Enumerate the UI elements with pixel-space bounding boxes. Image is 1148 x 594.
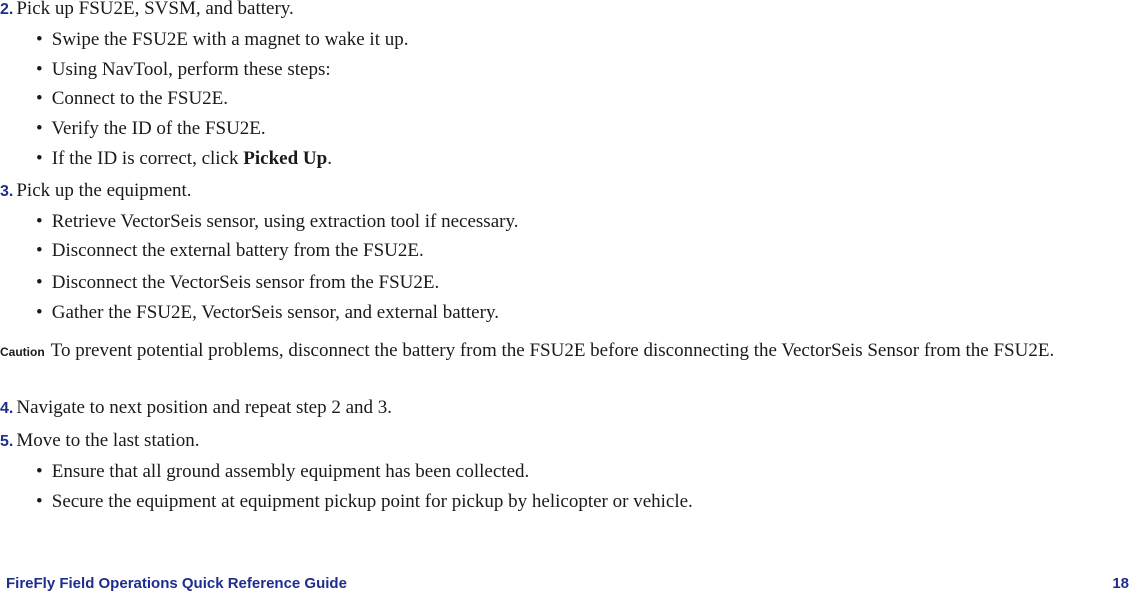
list-item: • Swipe the FSU2E with a magnet to wake it up. (36, 29, 409, 50)
step-text: Pick up the equipment. (16, 180, 192, 201)
step-number: 4. (0, 400, 14, 417)
caution-note (0, 339, 1148, 364)
list-item: • Connect to the FSU2E. (36, 88, 229, 109)
step-text: Navigate to next position and repeat step 2 and 3. (16, 397, 393, 418)
list-item: • Verify the ID of the FSU2E. (36, 118, 266, 139)
list-item: • Using NavTool, perform these steps: (36, 59, 331, 80)
caution-label: Caution (0, 345, 45, 359)
step-number: 3. (0, 183, 14, 200)
step-number: 5. (0, 433, 14, 450)
step-4 (0, 397, 392, 420)
picked-up-term: Picked Up (243, 148, 328, 169)
list-item: • Disconnect the VectorSeis sensor from the FSU2E. (36, 272, 440, 293)
page-footer (6, 575, 1129, 592)
step-number: 2. (0, 1, 14, 18)
page-number: 18 (1112, 575, 1129, 592)
footer-title: FireFly Field Operations Quick Reference Guide (6, 575, 347, 592)
caution-text: To prevent potential problems, disconnect the battery from the FSU2E before disconnecting the VectorSeis Sensor from the FSU2E. (50, 340, 1055, 361)
list-item: • Retrieve VectorSeis sensor, using extraction tool if necessary. (36, 211, 519, 232)
list-item: • If the ID is correct, click Picked Up. (36, 148, 332, 169)
list-item: • Secure the equipment at equipment pickup point for pickup by helicopter or vehicle. (36, 491, 693, 512)
list-item: • Gather the FSU2E, VectorSeis sensor, and external battery. (36, 302, 499, 323)
step-text: Pick up FSU2E, SVSM, and battery. (16, 0, 294, 19)
step-2 (0, 0, 294, 21)
list-item: • Disconnect the external battery from the FSU2E. (36, 240, 424, 261)
step-text: Move to the last station. (16, 430, 200, 451)
list-item: • Ensure that all ground assembly equipment has been collected. (36, 461, 530, 482)
step-3 (0, 180, 192, 203)
step-5 (0, 430, 199, 453)
